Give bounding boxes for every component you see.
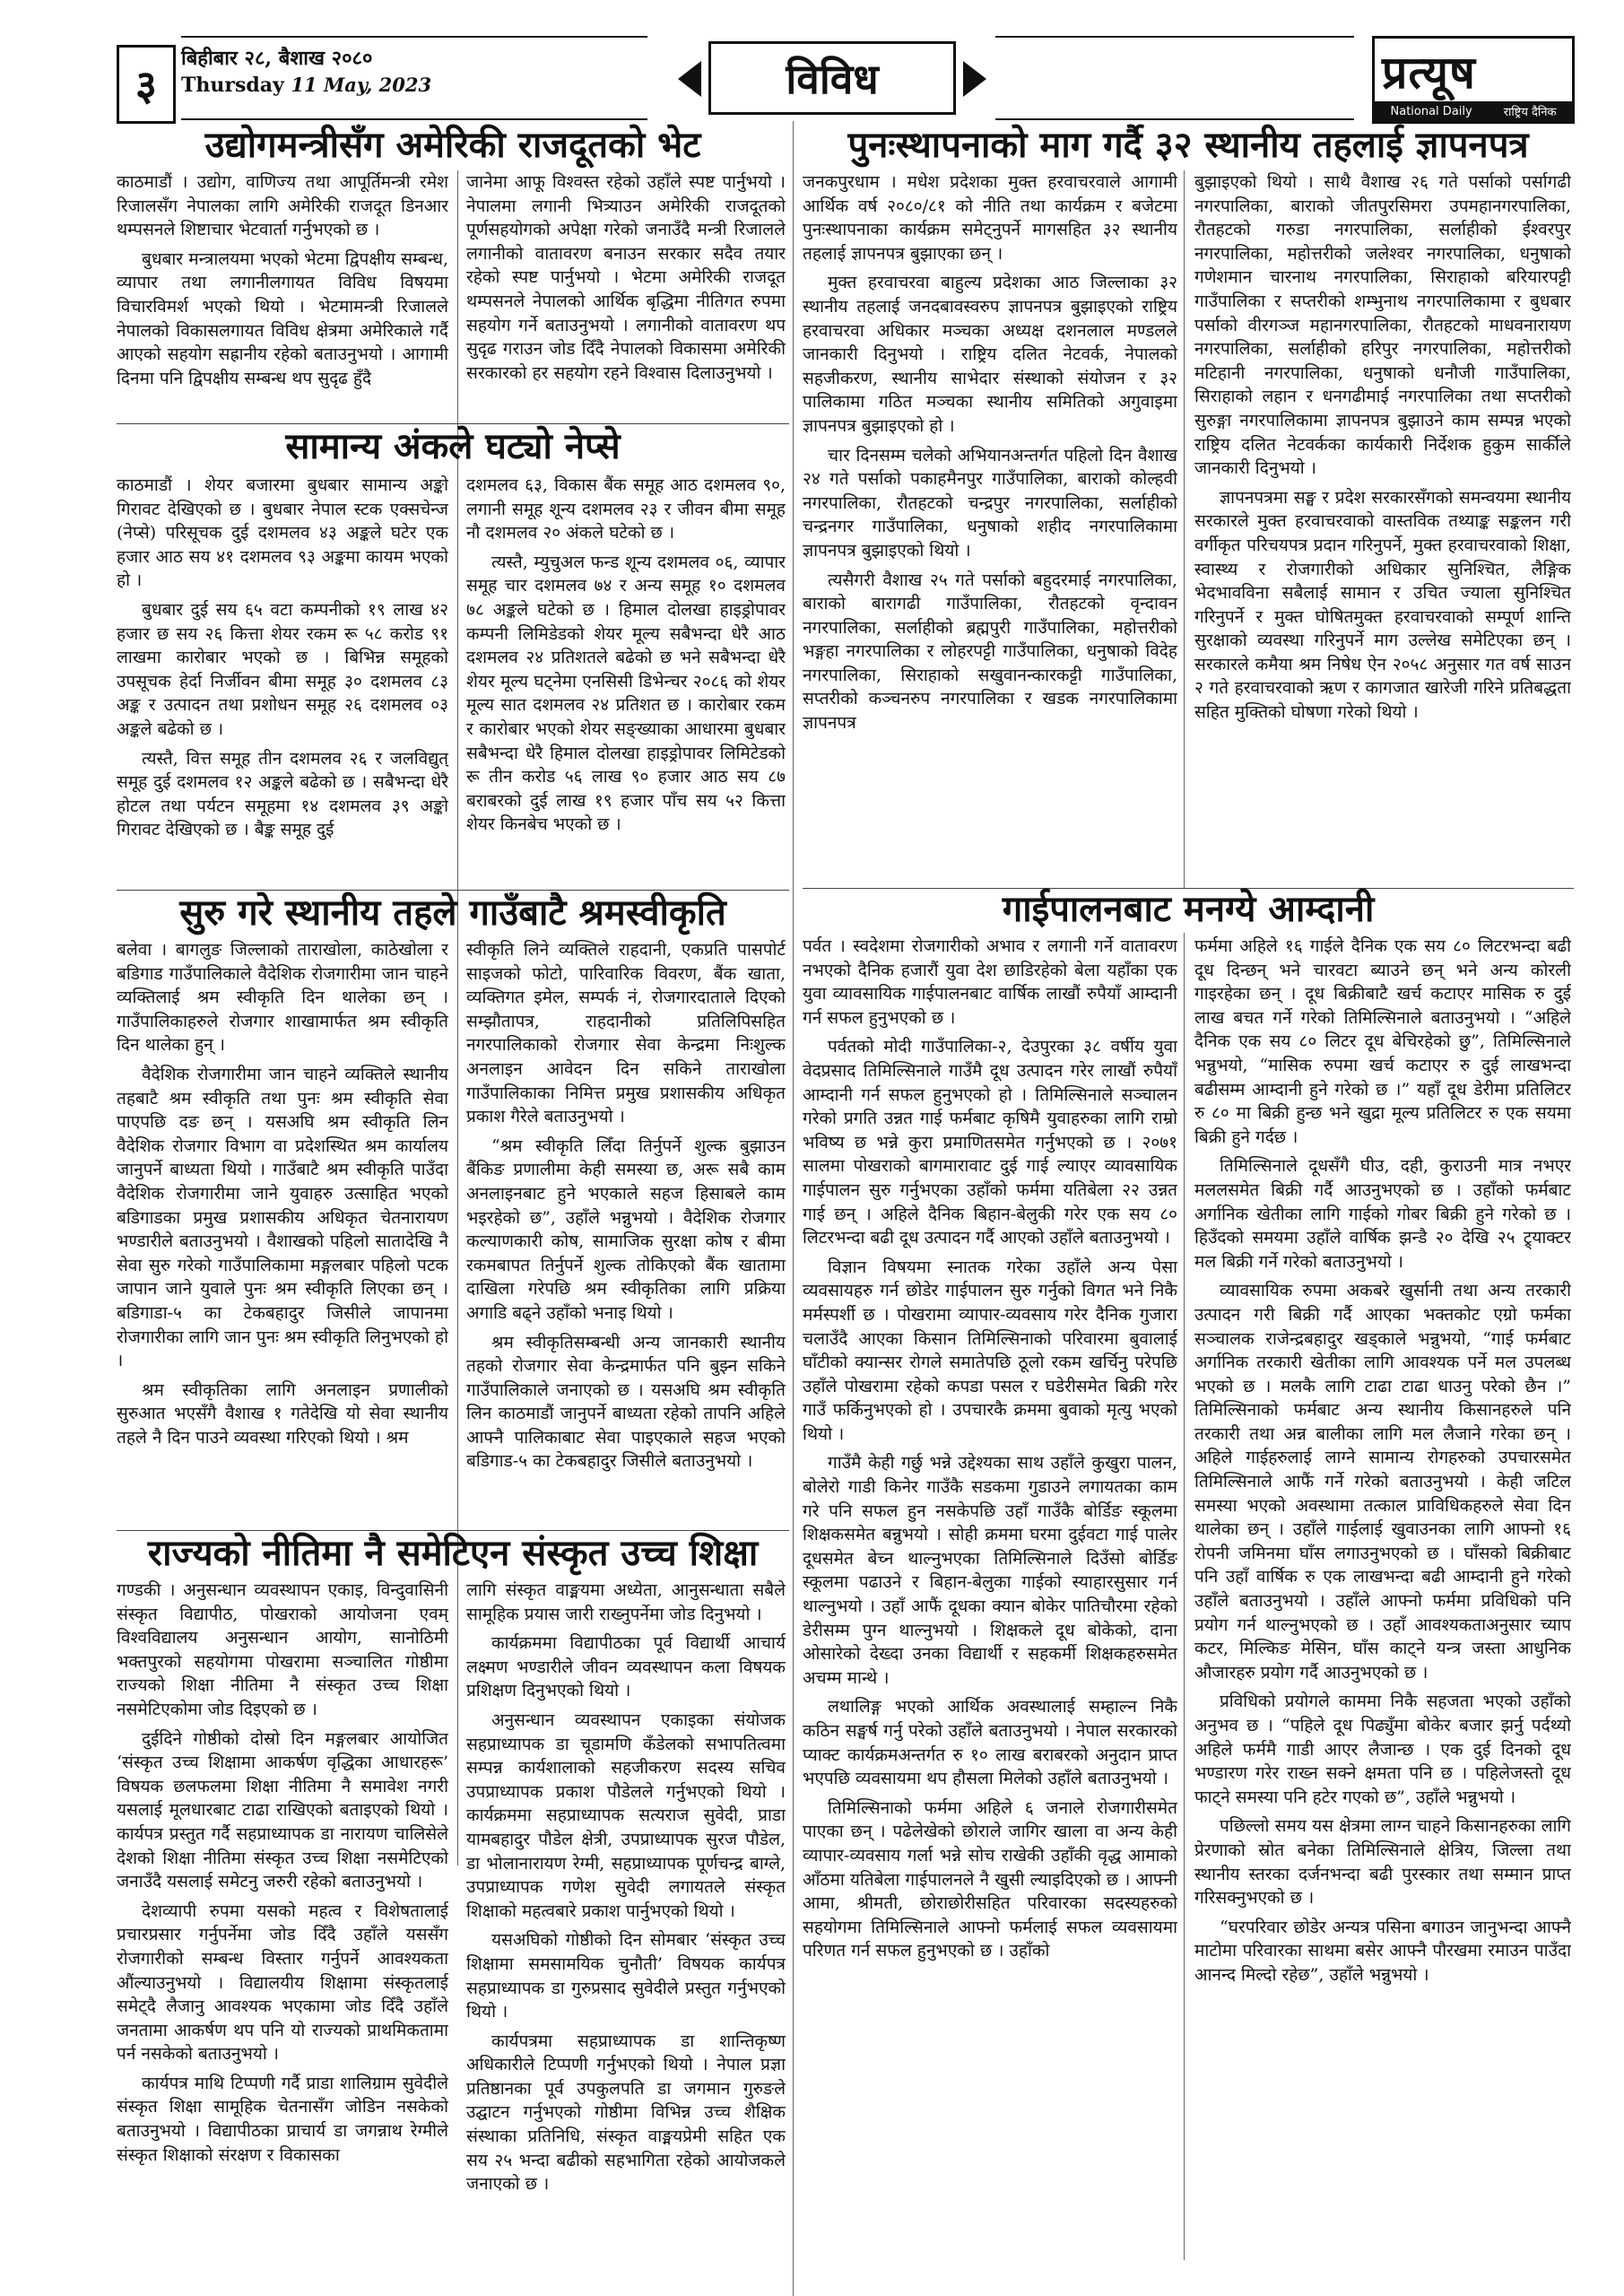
paragraph: प्रविधिको प्रयोगले काममा निकै सहजता भएको उहाँको अनुभव छ । “पहिले दूध पिढ्युँमा बोकेर बजार झर्नु पर्दथ्यो अहिले फर्ममै गाडी आएर लैजान्छ । एक दुई दिनको दूध भण्डारण गरेर राख्न सक्ने क्षमता पनि छ । पहिलेजस्तो दूध फाट्ने समस्या पनि हटेर गएको छ”, उहाँले भन्नुभयो । (1194, 1692, 1571, 1807)
headline-nepse: सामान्य अंकले घट्यो नेप्से (285, 425, 621, 467)
headline-labour-permit: सुरु गरे स्थानीय तहले गाउँबाटै श्रमस्वीकृति (179, 891, 726, 934)
article-nepse-col1 (117, 474, 448, 888)
logo-sub-english: National Daily (1390, 104, 1472, 118)
paragraph: श्रम स्वीकृतिसम्बन्धी अन्य जानकारी स्थानीय तहको रोजगार सेवा केन्द्रमार्फत पनि बुझ्न सकिने गाउँपालिकाले जनाएको छ । यसअघि श्रम स्वीकृति लिन काठमाडौं जानुपर्ने बाध्यता रहेको तापनि अहिले आफ्नै पालिकाबाट सेवा पाइएकाले सहज भएको बडिगाड-५ का टेकबहादुर जिसीले बताउनुभयो । (466, 1332, 786, 1472)
paragraph: तिमिल्सिनाले दूधसँगै घीउ, दही, कुराउनी मात्र नभएर मललसमेत बिक्री गर्दै आउनुभएको छ । उहाँको फर्मबाट अर्गानिक खेतीका लागि गाईको गोबर बिक्री हुने गरेको छ । हिउँदको समयमा उहाँले वार्षिक झन्डै २० देखि २५ ट्र्याक्टर मल बिक्री गर्ने गरेको बताउनुभयो । (1194, 1156, 1571, 1272)
masthead-rule-bottom-right (995, 118, 1354, 120)
headline-sanskrit-education: राज्यको नीतिमा नै समेटिएन संस्कृत उच्च शिक्षा (147, 1532, 759, 1574)
paragraph: श्रम स्वीकृतिका लागि अनलाइन प्रणालीको सुरुआत भएसँगै वैशाख १ गतेदेखि यो सेवा स्थानीय तहले नै दिन पाउने व्यवस्था गरिएको थियो । श्रम (117, 1379, 448, 1448)
paragraph: मुक्त हरवाचरवा बाहुल्य प्रदेशका आठ जिल्लाका ३२ स्थानीय तहलाई जनदबावस्वरुप ज्ञापनपत्र बुझाइएको राष्ट्रिय हरवाचरवा अधिकार मञ्चका अध्यक्ष दशनलाल मण्डलले जानकारी दिनुभयो । राष्ट्रिय दलित नेटवर्क, नेपालको सहजीकरण, स्थानीय साभेदार संस्थाको संयोजन र ३२ पालिकामा गठित मञ्चका स्थानीय समितिको अगुवाइमा ज्ञापनपत्र बुझाइएको हो । (803, 273, 1177, 436)
paragraph: स्वीकृति लिने व्यक्तिले राहदानी, एकप्रति पासपोर्ट साइजको फोटो, पारिवारिक विवरण, बैंक खाता, व्यक्तिगत इमेल, सम्पर्क नं, रोजगारदाताले दिएको सम्झौतापत्र, राहदानीको प्रतिलिपिसहित नगरपालिकाको रोजगार सेवा केन्द्रमा निःशुल्क अनलाइन आवेदन दिन सकिने ताराखोला गाउँपालिकाका निमित्त प्रमुख प्रशासकीय अधिकृत प्रकाश गैरेले बताउनुभयो । (466, 940, 786, 1127)
column-divider (1184, 933, 1185, 2260)
paragraph: लागि संस्कृत वाङ्मयमा अध्येता, आनुसन्धाता सबैले सामूहिक प्रयास जारी राख्नुपर्नेमा जोड दिनुभयो । (466, 1580, 786, 1624)
paragraph: वैदेशिक रोजगारीमा जान चाहने व्यक्तिले स्थानीय तहबाटै श्रम स्वीकृति तथा पुनः श्रम स्वीकृति सेवा पाएपछि दङ छन् । यसअघि श्रम स्वीकृति लिन वैदेशिक रोजगार विभाग वा प्रदेशस्थित श्रम कार्यालय जानुपर्ने बाध्यता थियो । गाउँबाटै श्रम स्वीकृति पाउँदा वैदेशिक रोजगारीमा जाने युवाहरु उत्साहित भएको बडिगाडका प्रमुख प्रशासकीय अधिकृत चेतनारायण भण्डारीले बताउनुभयो । वैशाखको पहिलो सातादेखि नै सेवा सुरु गरेको गाउँपालिकामा मङ्गलबार पहिलो पटक जापान जाने युवाले पुनः श्रम स्वीकृति लिएका छन् । बडिगाडा-५ का टेकबहादुर जिसीले जापानमा रोजगारीका लागि जान पुनः श्रम स्वीकृति लिनुभएको हो । (117, 1064, 448, 1371)
paragraph: “श्रम स्वीकृति लिँदा तिर्नुपर्ने शुल्क बुझाउन बैंकिङ प्रणालीमा केही समस्या छ, अरू सबै काम अनलाइनबाट हुने भएकाले सहज हिसाबले काम भइरहेको छ”, उहाँले भन्नुभयो । वैदेशिक रोजगार कल्याणकारी कोष, सामाजिक सुरक्षा कोष र बीमा रकमबापत तिर्नुपर्ने शुल्क तोकिएको बैंक खातामा दाखिला गरेपछि श्रम स्वीकृतिका लागि प्रक्रिया अगाडि बढ्ने उहाँको भनाइ थियो । (466, 1135, 786, 1323)
paragraph: गाउँमै केही गर्छु भन्ने उद्देश्यका साथ उहाँले कुखुरा पालन, बोलेरो गाडी किनेर गाउँकै सडकमा गुडाउने लगायतका काम गरे पनि सफल हुन नसकेपछि उहाँ गाउँकै बोर्डिङ स्कूलमा शिक्षकसमेत बन्नुभयो । सोही क्रममा घरमा दुईवटा गाई पालेर दूधसमेत बेच्न थाल्नुभएका तिमिल्सिनाले दिउँसो बोर्डिङ स्कूलमा पढाउने र बिहान-बेलुका गाईको स्याहारसुसार गर्न थाल्नुभयो । उहाँ आफैं दूधका क्यान बोकेर पातिचौरमा रहेको डेरीसम्म पुग्न थाल्नुभयो । शिक्षकले दूध बोकेको, दाना ओसारेको देख्दा उनका विद्यार्थी र सहकर्मी शिक्षकहरुसमेत अचम्म मान्थे । (803, 1453, 1177, 1688)
paragraph: त्यस्तै, वित्त समूह तीन दशमलव २६ र जलविद्युत् समूह दुई दशमलव १२ अङ्कले बढेको छ । सबैभन्दा धेरै होटल तथा पर्यटन समूहमा १४ दशमलव ३९ अङ्को गिरावट देखिएको छ । बैङ्क समूह दुई (117, 748, 448, 840)
paragraph: पर्वतको मोदी गाउँपालिका-२, देउपुरका ३८ वर्षीय युवा वेदप्रसाद तिमिल्सिनाले गाउँमै दूध उत्पादन गरेर लाखौं रुपैयाँ आम्दानी गर्न सफल हुनुभएको हो । तिमिल्सिनाले सञ्चालन गरेको प्रगति उन्नत गाई फर्मबाट कृषिमै युवाहरुका लागि राम्रो भविष्य छ भन्ने कुरा प्रमाणितसमेत गर्नुभएको छ । २०७१ सालमा पोखराको बागमारावाट दुई गाई ल्याएर व्यावसायिक गाईपालन सुरु गर्नुभएका उहाँको फर्ममा यतिबेला २२ उन्नत गाई छन् । अहिले दैनिक बिहान-बेलुकी गरेर एक सय ८० लिटरभन्दा बढी दूध उत्पादन गर्दै आएको उहाँले बताउनुभयो । (803, 1037, 1177, 1248)
date-english-value: 11 May, 2023 (291, 74, 432, 96)
paragraph: बुझाइएको थियो । साथै वैशाख २६ गते पर्साको पर्सागढी नगरपालिका, बाराको जीतपुरसिमरा उपमहानगरपालिका, रौतहटको गरुडा नगरपालिका, सर्लाहीको ईश्वरपुर नगरपालिका, महोत्तरीको जलेश्वर नगरपालिका, धनुषाको गणेशमान चारनाथ नगरपालिका, सिराहाको बरियारपट्टी गाउँपालिका र सप्तरीको शम्भुनाथ नगरपालिकामा र बुधबार पर्साको वीरगञ्ज महानगरपालिका, रौतहटको माधवनारायण नगरपालिका, सर्लाहीको हरिपुर नगरपालिका, महोत्तरीको मटिहानी नगरपालिका, धनुषाको धनौजी गाउँपालिका, सिराहाको लहान र धनगढीमाई नगरपालिका तथा सप्तरीको सुरुङ्गा नगरपालिकामा ज्ञापनपत्र बुझाउने काम सम्पन्न भएको राष्ट्रिय दलित नेटवर्कका कार्यकारी निर्देशक हुकुम सार्कीले जानकारी दिनुभयो । (1194, 172, 1571, 479)
right-arrow-icon (963, 61, 986, 97)
article-divider (117, 423, 789, 424)
paragraph: कार्यक्रममा विद्यापीठका पूर्व विद्यार्थी आचार्य लक्ष्मण भण्डारीले जीवन व्यवस्थापन कला विषयक प्रशिक्षण दिनुभएको थियो । (466, 1633, 786, 1701)
paragraph: अनुसन्धान व्यवस्थापन एकाइका संयोजक सहप्राध्यापक डा चूडामणि कँडेलको सभापतित्वमा सम्पन्न कार्यशालाको सहजीकरण सदस्य सचिव उपप्राध्यापक प्रकाश पौडेलले गर्नुभएको थियो । कार्यक्रममा सहप्राध्यापक सत्यराज सुवेदी, प्राडा यामबहादुर पौडेल क्षेत्री, उपप्राध्यापक सुरज पौडेल, डा भोलानारायण रेग्मी, सहप्राध्यापक पूर्णचन्द्र बाग्ले, उपप्राध्यापक गणेश सुवेदी लगायतले संस्कृत शिक्षाको महत्वबारे प्रकाश पार्नुभएको थियो । (466, 1709, 786, 1921)
masthead-rule-bottom-left (181, 118, 647, 120)
date-english (181, 72, 431, 99)
article-harwa-col1 (803, 170, 1177, 888)
article-nepse-col2 (466, 474, 786, 888)
column-divider (1184, 170, 1185, 888)
article-cow-col2 (1194, 935, 1571, 2287)
page-number: ३ (117, 45, 176, 124)
logo-name: प्रत्यूष (1382, 46, 1476, 99)
paragraph: चार दिनसम्म चलेको अभियानअन्तर्गत पहिलो दिन वैशाख २४ गते पर्साको पकाहमैनपुर गाउँपालिका, बाराको कोल्हवी नगरपालिका, रौतहटको चन्द्रपुर नगरपालिका, सर्लाहीको चन्द्रनगर गाउँपालिका, धनुषाको शहीद नगरपालिकामा ज्ञापनपत्र बुझाइएको थियो । (803, 445, 1177, 561)
headline-cow-farming: गाईपालनबाट मनग्ये आम्दानी (1002, 888, 1375, 930)
paragraph: त्यसैगरी वैशाख २५ गते पर्साको बहुदरमाई नगरपालिका, बाराको बारागढी गाउँपालिका, रौतहटको वृन्दावन नगरपालिका, सर्लाहीको ब्रह्मपुरी गाउँपालिका, महोत्तरीको भङ्गहा नगरपालिका र लोहरपट्टी गाउँपालिका, धनुषाको विदेह नगरपालिका, सिराहाको सखुवानन्कारकट्टी गाउँपालिका, सप्तरीको कञ्चनरुप नगरपालिका र खडक नगरपालिकामा ज्ञापनपत्र (803, 570, 1177, 734)
headline-industry-minister: उद्योगमन्त्रीसँग अमेरिकी राजदूतको भेट (204, 124, 701, 166)
logo-band (1375, 101, 1572, 121)
headline-harwa-charwa: पुनःस्थापनाको माग गर्दै ३२ स्थानीय तहलाई ज्ञापनपत्र (847, 124, 1529, 166)
article-divider (117, 1530, 789, 1531)
paragraph: लथालिङ्ग भएको आर्थिक अवस्थालाई सम्हाल्न निकै कठिन सङ्घर्ष गर्नु परेको उहाँले बताउनुभयो । नेपाल सरकारको प्याक्ट कार्यक्रमअन्तर्गत रु १० लाख बराबरको अनुदान प्राप्त भएपछि व्यवसायमा थप हौसला मिलेको उहाँले बताउनुभयो । (803, 1697, 1177, 1789)
paragraph: बलेवा । बागलुङ जिल्लाको ताराखोला, काठेखोला र बडिगाड गाउँपालिकाले वैदेशिक रोजगारीमा जान चाहने व्यक्तिलाई श्रम स्वीकृति दिन थालेका छन् । गाउँपालिकाहरुले रोजगार शाखामार्फत श्रम स्वीकृति दिन थालेका हुन् । (117, 940, 448, 1056)
article-labour-col1 (117, 938, 448, 1528)
paragraph: जनकपुरधाम । मधेश प्रदेशका मुक्त हरवाचरवाले आगामी आर्थिक वर्ष २०८०/८१ को नीति तथा कार्यक्रम र बजेटमा पुनःस्थापनाका कार्यक्रम समेट्नुपर्ने मागसहित ३२ स्थानीय तहलाई ज्ञापनपत्र बुझाएका छन् । (803, 172, 1177, 264)
paragraph: ज्ञापनपत्रमा सङ्घ र प्रदेश सरकारसँगको समन्वयमा स्थानीय सरकारले मुक्त हरवाचरवाको वास्तविक तथ्याङ्क सङ्कलन गरी वर्गीकृत परिचयपत्र प्रदान गरिनुपर्ने, मुक्त हरवाचरवाको शिक्षा, स्वास्थ्य र रोजगारीको अधिकार सुनिश्चित, लैङ्गिक भेदभावविना सबैलाई सामान र उचित ज्याला सुनिश्चित गरिनुपर्ने र मुक्त घोषितमुक्त हरवाचरवाको सम्पूर्ण शान्ति सुरक्षाको व्यवस्था गरिनुपर्ने माग उल्लेख समेटिएका छन् । सरकारले कमैया श्रम निषेध ऐन २०५८ अनुसार गत वर्ष साउन २ गते हरवाचरवाको ऋण र कागजात खारेजी गरिने प्रतिबद्धता सहित मुक्तिको घोषणा गरेको थियो । (1194, 487, 1571, 723)
paragraph: कार्यपत्र माथि टिप्पणी गर्दै प्राडा शालिग्राम सुवेदीले संस्कृत शिक्षा सामूहिक चेतनासँग जोडिन नसकेको बताउनुभयो । विद्यापीठका प्राचार्य डा जगन्नाथ रेग्मीले संस्कृत शिक्षाको संरक्षण र विकासका (117, 2073, 448, 2165)
paragraph: देशव्यापी रुपमा यसको महत्व र विशेषतालाई प्रचारप्रसार गर्नुपर्नेमा जोड दिँदै उहाँले यससँग रोजगारीको सम्बन्ध विस्तार गर्नुपर्ने आवश्यकता औंल्याउनुभयो । विद्यालयीय शिक्षामा संस्कृतलाई समेट्दै लैजानु आवश्यक भएकामा जोड दिँदै उहाँले जनतामा आकर्षण थप पनि यो राज्यको प्राथमिकतामा पर्न नसकेको बताउनुभयो । (117, 1900, 448, 2065)
paragraph: बुधबार मन्त्रालयमा भएको भेटमा द्विपक्षीय सम्बन्ध, व्यापार तथा लगानीलगायत विविध विषयमा विचारविमर्श भएको थियो । भेटमामन्त्री रिजालले नेपालको विकासलगायत विविध क्षेत्रमा अमेरिकाले गर्दै आएको सहयोग सह्रानीय रहेको बताउनुभयो । आगामी दिनमा पनि द्विपक्षीय सम्बन्ध थप सुदृढ हुँदै (117, 248, 448, 388)
paragraph: फर्ममा अहिले १६ गाईले दैनिक एक सय ८० लिटरभन्दा बढी दूध दिन्छन् भने चारवटा ब्याउने छन् भने अन्य कोरली गाइरहेका छन् । दूध बिक्रीबाटै खर्च कटाएर मासिक रु दुई लाख बचत गर्ने गरेको तिमिल्सिनाले बताउनुभयो । “अहिले दैनिक एक सय ८० लिटर दूध बेचिरहेको छु”, तिमिल्सिनाले भन्नुभयो, “मासिक रुपमा खर्च कटाएर रु दुई लाखभन्दा बढीसम्म आम्दानी हुने गरेको छ ।” यहाँ दूध डेरीमा प्रतिलिटर रु ८० मा बिक्री हुन्छ भने खुद्रा मूल्य प्रतिलिटर रु एक सयमा बिक्री हुने गर्दछ । (1194, 936, 1571, 1147)
article-harwa-col2 (1194, 170, 1571, 888)
masthead-rule-top-right (995, 36, 1354, 38)
masthead-rule-top-left (181, 36, 647, 38)
paragraph: विज्ञान विषयमा स्नातक गरेका उहाँले अन्य पेसा व्यवसायहरु गर्न छोडेर गाईपालन सुरु गर्नुको विगत भने निकै मर्मस्पर्शी छ । पोखरामा व्यापार-व्यवसाय गरेर दैनिक गुजारा चलाउँदै आएका किसान तिमिल्सिनाको परिवारमा बुवालाई घाँटीको क्यान्सर रोगले समातेपछि ठूलो रकम खर्चिनु परेपछि उहाँले पोखरामा रहेको कपडा पसल र घडेरीसमेत बिक्री गरेर गाउँ फर्किनुभएको हो । उपचारकै क्रममा बुवाको मृत्यु भएको थियो । (803, 1257, 1177, 1444)
paragraph: व्यावसायिक रुपमा अकबरे खुर्सानी तथा अन्य तरकारी उत्पादन गरी बिक्री गर्दै आएका भक्तकोट एग्रो फर्मका सञ्चालक राजेन्द्रबहादुर खड्काले भन्नुभयो, “गाई फर्मबाट अर्गानिक तरकारी खेतीका लागि आवश्यक पर्ने मल उपलब्ध भएको छ । मलकै लागि टाढा टाढा धाउनु परेको छैन ।” तिमिल्सिनाको फर्मबाट अन्य स्थानीय किसानहरुले पनि तरकारी तथा अन्न बालीका लागि मल लैजाने गरेका छन् । अहिले गाईहरुलाई लाग्ने सामान्य रोगहरुको उपचारसमेत तिमिल्सिनाले आफैं गर्ने गरेको बताउनुभयो । केही जटिल समस्या भएको अवस्थामा तत्काल प्राविधिकहरुले सेवा दिन थालेका छन् । उहाँले गाईलाई खुवाउनका लागि आफ्नो १६ रोपनी जमिनमा घाँस लगाउनुभएको छ । घाँसको बिक्रीबाट पनि उहाँ वार्षिक रु एक लाखभन्दा बढी आम्दानी हुने गरेको उहाँले बताउनुभयो । उहाँले आफ्नो फर्ममा प्रविधिको पनि प्रयोग गर्न थाल्नुभएको छ । उहाँ आवश्यकताअनुसार च्याप कटर, मिल्किङ मेसिन, घाँस काट्ने यन्त्र जस्ता आधुनिक औजारहरु प्रयोग गर्दै आउनुभएको छ । (1194, 1281, 1571, 1683)
article-industry-col2 (466, 170, 786, 422)
paragraph: दशमलव ६३, विकास बैंक समूह आठ दशमलव ९०, लगानी समूह शून्य दशमलव २३ र जीवन बीमा समूह नौ दशमलव २० अंकले घटेको छ । (466, 475, 786, 544)
column-divider (793, 121, 794, 2296)
paragraph: दुईदिने गोष्ठीको दोस्रो दिन मङ्गलबार आयोजित ‘संस्कृत उच्च शिक्षामा आकर्षण वृद्धिका आधारहरू’ विषयक छलफलमा शिक्षा नीतिमा नै समावेश नगरी यसलाई मूलधारबाट टाढा राखिएको बताइएको थियो । कार्यपत्र प्रस्तुत गर्दै सहप्राध्यापक डा नारायण चालिसेले देशको शिक्षा नीतिमा संस्कृत उच्च शिक्षा नसमेटिएको जनाउँदै यसलाई समेटनु जरुरी रहेको बताउनुभयो । (117, 1728, 448, 1892)
paragraph: काठमाडौं । शेयर बजारमा बुधबार सामान्य अङ्को गिरावट देखिएको छ । बुधबार नेपाल स्टक एक्सचेन्ज (नेप्से) परिसूचक दुई दशमलव ४३ अङ्कले घटेर एक हजार आठ सय ४१ दशमलव ९३ अङ्कमा कायम भएको हो । (117, 475, 448, 591)
paragraph: त्यस्तै, म्युचुअल फन्ड शून्य दशमलव ०६, व्यापार समूह चार दशमलव ७४ र अन्य समूह १० दशमलव ७८ अङ्कले घटेको छ । हिमाल दोलखा हाइड्रोपावर कम्पनी लिमिडेडको शेयर मूल्य सबैभन्दा धेरै आठ दशमलव २४ प्रतिशतले बढेको छ भने सबैभन्दा धेरै शेयर मूल्य घट्नेमा एनसिसी डिभेन्चर २०८६ को शेयर मूल्य सात दशमलव २४ प्रतिशत छ । कारोबार रकम र कारोबार भएको शेयर सङ्ख्याका आधारमा बुधबार सबैभन्दा धेरै हिमाल दोलखा हाइड्रोपावर लिमिटेडको रू तीन करोड ५६ लाख ९० हजार आठ सय ८७ बराबरको दुई लाख १९ हजार पाँच सय ५२ कित्ता शेयर किनबेच भएको छ । (466, 552, 786, 835)
left-arrow-icon (678, 61, 701, 97)
paragraph: तिमिल्सिनाको फर्ममा अहिले ६ जनाले रोजगारीसमेत पाएका छन् । पढेलेखेको छोराले जागिर खाला वा अन्य केही व्यापार-व्यवसाय गर्ला भन्ने सोच राखेकी उहाँकी वृद्ध आमाको आँठमा यतिबेला गाईपालनले नै खुसी ल्याइदिएको छ । आफ्नी आमा, श्रीमती, छोराछोरीसहित परिवारका सदस्यहरुको सहयोगमा तिमिल्सिनाले आफ्नो फर्मलाई सफल व्यवसायमा परिणत गर्न सफल हुनुभएको छ । उहाँको (803, 1797, 1177, 1961)
masthead (117, 36, 1569, 135)
paragraph: कार्यपत्रमा सहप्राध्यापक डा शान्तिकृष्ण अधिकारीले टिप्पणी गर्नुभएको थियो । नेपाल प्रज्ञा प्रतिष्ठानका पूर्व उपकुलपति डा जगमान गुरुङले उद्घाटन गर्नुभएको गोष्ठीमा विभिन्न उच्च शैक्षिक संस्थाका प्रतिनिधि, संस्कृत वाङ्मयप्रेमी सहित एक सय २५ भन्दा बढीको सहभागिता रहेको आयोजकले जनाएको छ । (466, 2031, 786, 2195)
paragraph: काठमाडौं । उद्योग, वाणिज्य तथा आपूर्तिमन्त्री रमेश रिजालसँग नेपालका लागि अमेरिकी राजदूत डिनआर थम्पसनले शिष्टाचार भेटवार्ता गर्नुभएको छ । (117, 172, 448, 240)
article-divider (117, 890, 789, 891)
newspaper-logo (1372, 36, 1575, 124)
article-industry-col1 (117, 170, 448, 422)
paragraph: यसअघिको गोष्ठीको दिन सोमबार ‘संस्कृत उच्च शिक्षामा समसामयिक चुनौती’ विषयक कार्यपत्र सहप्राध्यापक डा गुरुप्रसाद सुवेदीले प्रस्तुत गर्नुभएको थियो । (466, 1930, 786, 2022)
logo-sub-nepali: राष्ट्रिय दैनिक (1503, 106, 1557, 119)
article-sanskrit-col2 (466, 1578, 786, 2287)
paragraph: गण्डकी । अनुसन्धान व्यवस्थापन एकाइ, विन्दुवासिनी संस्कृत विद्यापीठ, पोखराको आयोजना एवम् विश्वविद्यालय अनुसन्धान आयोग, सानोठिमी भक्तपुरको सहयोगमा पोखरामा सञ्चालित गोष्ठीमा राज्यको शिक्षा नीतिमा नै संस्कृत उच्च शिक्षा नसमेटिएकोमा जोड दिइएको छ । (117, 1580, 448, 1719)
paragraph: जानेमा आफू विश्वस्त रहेको उहाँले स्पष्ट पार्नुभयो । नेपालमा लगानी भित्र्याउन अमेरिकी राजदूतको पूर्णसहयोगको अपेक्षा गरेको जनाउँदै मन्त्री रिजालले लगानीको वातावरण बनाउन सरकार सदैव तयार रहेको स्पष्ट पार्नुभयो । भेटमा अमेरिकी राजदूत थम्पसनले नेपालको आर्थिक बृद्धिमा नीतिगत रुपमा सहयोग गर्ने बताउनुभयो । लगानीको वातावरण थप सुदृढ गराउन जोड दिँदै नेपालको विकासमा अमेरिकी सरकारको हर सहयोग रहने विश्वास दिलाउनुभयो । (466, 172, 786, 383)
date-english-day: Thursday (181, 74, 284, 97)
article-cow-col1 (803, 935, 1177, 2287)
paragraph: पर्वत । स्वदेशमा रोजगारीको अभाव र लगानी गर्ने वातावरण नभएको दैनिक हजारौं युवा देश छाडिरहेको बेला यहाँका एक युवा व्यावसायिक गाईपालनबाट वार्षिक लाखौं रुपैयाँ आम्दानी गर्न सफल हुनुभएको छ । (803, 936, 1177, 1028)
date-nepali: बिहीबार २८, बैशाख २०८० (181, 47, 373, 70)
paragraph: पछिल्लो समय यस क्षेत्रमा लाग्न चाहने किसानहरुका लागि प्रेरणाको स्रोत बनेका तिमिल्सिनाले क्षेत्रिय, जिल्ला तथा स्थानीय स्तरका दर्जनभन्दा बढी पुरस्कार तथा सम्मान प्राप्त गरिसक्नुभएको छ । (1194, 1816, 1571, 1909)
paragraph: “घरपरिवार छोडेर अन्यत्र पसिना बगाउन जानुभन्दा आफ्नै माटोमा परिवारका साथमा बसेर आफ्नै पौरखमा रमाउन पाउँदा आनन्द मिल्दो रहेछ”, उहाँले भन्नुभयो । (1194, 1917, 1571, 1985)
section-title: विविध (708, 41, 956, 115)
article-sanskrit-col1 (117, 1578, 448, 2287)
paragraph: बुधबार दुई सय ६५ वटा कम्पनीको १९ लाख ४२ हजार छ सय २६ कित्ता शेयर रकम रू ५८ करोड ९१ लाखमा कारोबार भएको छ । बिभिन्न समूहको उपसूचक हेर्दा निर्जीवन बीमा समूह ३० दशमलव ८३ अङ्क र उत्पादन तथा प्रशोधन समूह २६ दशमलव ०३ अङ्कले बढेको छ । (117, 599, 448, 739)
dateline (181, 45, 431, 99)
article-labour-col2 (466, 938, 786, 1528)
